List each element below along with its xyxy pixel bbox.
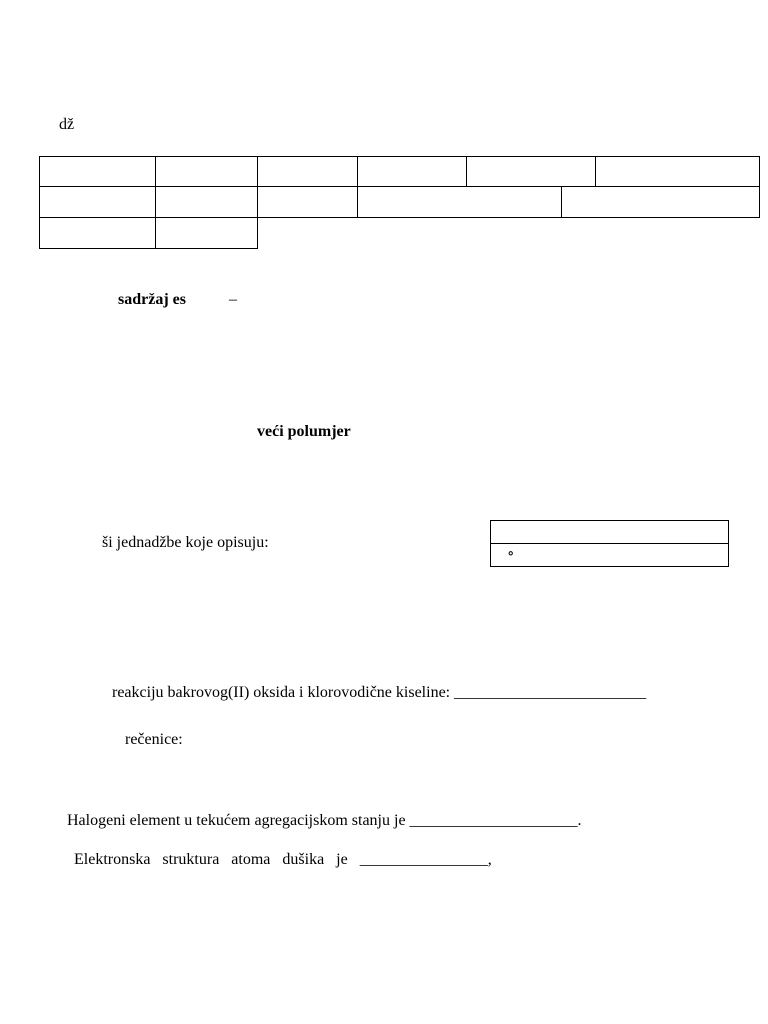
table-cell (155, 217, 258, 249)
table-cell (155, 156, 258, 187)
table-cell (39, 156, 156, 187)
header-fragment: dž (59, 116, 75, 133)
table-cell (357, 156, 467, 187)
section1-dash: – (229, 291, 237, 308)
table-cell (595, 156, 760, 187)
table-cell (257, 156, 358, 187)
section1-bold-text: sadržaj es (118, 291, 186, 308)
table-cell (39, 217, 156, 249)
table-cell (39, 186, 156, 218)
table-cell (466, 156, 596, 187)
table-cell (561, 186, 760, 218)
section3-text: ši jednadžbe koje opisuju: (102, 534, 269, 551)
section2-bold-text: veći polumjer (257, 423, 351, 440)
answer-box-row (490, 520, 729, 544)
sentence-1: Halogeni element u tekućem agregacijskom stanju je _____________________. (67, 812, 582, 829)
table-cell (357, 186, 562, 218)
sentence-2: Elektronska struktura atoma dušika je ________________, (74, 851, 492, 868)
table-cell (257, 186, 358, 218)
section4-text: reakciju bakrovog(II) oksida i klorovodične kiseline: ________________________ (112, 684, 647, 701)
section5-text: rečenice: (125, 731, 183, 748)
answer-box-row (490, 543, 729, 567)
table-cell (155, 186, 258, 218)
circle-mark: ∘ (507, 546, 515, 562)
